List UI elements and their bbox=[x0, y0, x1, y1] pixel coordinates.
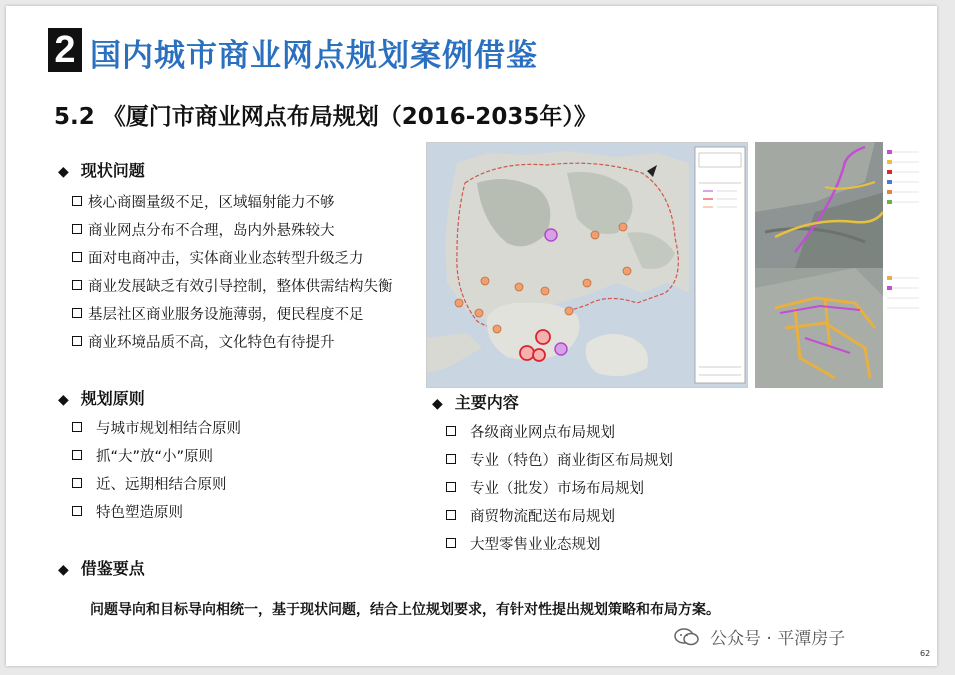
list-item: 特色塑造原则 bbox=[72, 497, 241, 525]
list-item: 大型零售业业态规划 bbox=[446, 529, 673, 557]
checkbox-icon bbox=[446, 426, 456, 436]
list-item: 近、远期相结合原则 bbox=[72, 469, 241, 497]
list-item: 面对电商冲击，实体商业业态转型升级乏力 bbox=[72, 243, 393, 271]
list-item: 与城市规划相结合原则 bbox=[72, 413, 241, 441]
checkbox-icon bbox=[446, 538, 456, 548]
list-item: 商贸物流配送布局规划 bbox=[446, 501, 673, 529]
list-item: 抓“大”放“小”原则 bbox=[72, 441, 241, 469]
checkbox-icon bbox=[446, 510, 456, 520]
list-item: 专业（特色）商业街区布局规划 bbox=[446, 445, 673, 473]
main-content-heading: ◆ 主要内容 bbox=[432, 393, 519, 412]
checkbox-icon bbox=[446, 482, 456, 492]
list-item: 基层社区商业服务设施薄弱，便民程度不足 bbox=[72, 299, 393, 327]
section-title: 国内城市商业网点规划案例借鉴 bbox=[90, 38, 538, 74]
lessons-text: 问题导向和目标导向相统一，基于现状问题，结合上位规划要求，有针对性提出规划策略和布局方案。 bbox=[90, 602, 720, 618]
lessons-heading: ◆ 借鉴要点 bbox=[58, 559, 145, 578]
current-issues-heading: ◆ 现状问题 bbox=[58, 161, 145, 180]
wechat-watermark: 公众号 · 平潭房子 bbox=[674, 624, 845, 649]
checkbox-icon bbox=[72, 280, 82, 290]
wechat-icon bbox=[674, 627, 700, 647]
diamond-bullet-icon: ◆ bbox=[432, 396, 443, 412]
checkbox-icon bbox=[72, 308, 82, 318]
checkbox-icon bbox=[72, 506, 82, 516]
list-item: 商业发展缺乏有效引导控制，整体供需结构失衡 bbox=[72, 271, 393, 299]
slide bbox=[6, 6, 937, 666]
list-item: 专业（批发）市场布局规划 bbox=[446, 473, 673, 501]
checkbox-icon bbox=[72, 336, 82, 346]
list-item: 商业网点分布不合理，岛内外悬殊较大 bbox=[72, 215, 393, 243]
district-plan-map-upper bbox=[755, 142, 923, 268]
commercial-network-map bbox=[426, 142, 748, 388]
page-subtitle: 5.2 《厦门市商业网点布局规划（2016-2035年）》 bbox=[54, 104, 597, 130]
list-item: 商业环境品质不高，文化特色有待提升 bbox=[72, 327, 393, 355]
checkbox-icon bbox=[72, 450, 82, 460]
district-plan-map-lower bbox=[755, 268, 923, 388]
page-number: 62 bbox=[920, 649, 931, 658]
principles-heading: ◆ 规划原则 bbox=[58, 389, 145, 408]
list-item: 各级商业网点布局规划 bbox=[446, 417, 673, 445]
diamond-bullet-icon: ◆ bbox=[58, 392, 69, 408]
current-issues-list bbox=[72, 187, 393, 355]
section-number: 2 bbox=[48, 28, 82, 72]
checkbox-icon bbox=[72, 252, 82, 262]
checkbox-icon bbox=[72, 478, 82, 488]
checkbox-icon bbox=[72, 196, 82, 206]
list-item: 核心商圈量级不足，区域辐射能力不够 bbox=[72, 187, 393, 215]
checkbox-icon bbox=[446, 454, 456, 464]
checkbox-icon bbox=[72, 224, 82, 234]
diamond-bullet-icon: ◆ bbox=[58, 562, 69, 578]
main-content-list bbox=[446, 417, 673, 557]
checkbox-icon bbox=[72, 422, 82, 432]
diamond-bullet-icon: ◆ bbox=[58, 164, 69, 180]
principles-list bbox=[72, 413, 241, 525]
